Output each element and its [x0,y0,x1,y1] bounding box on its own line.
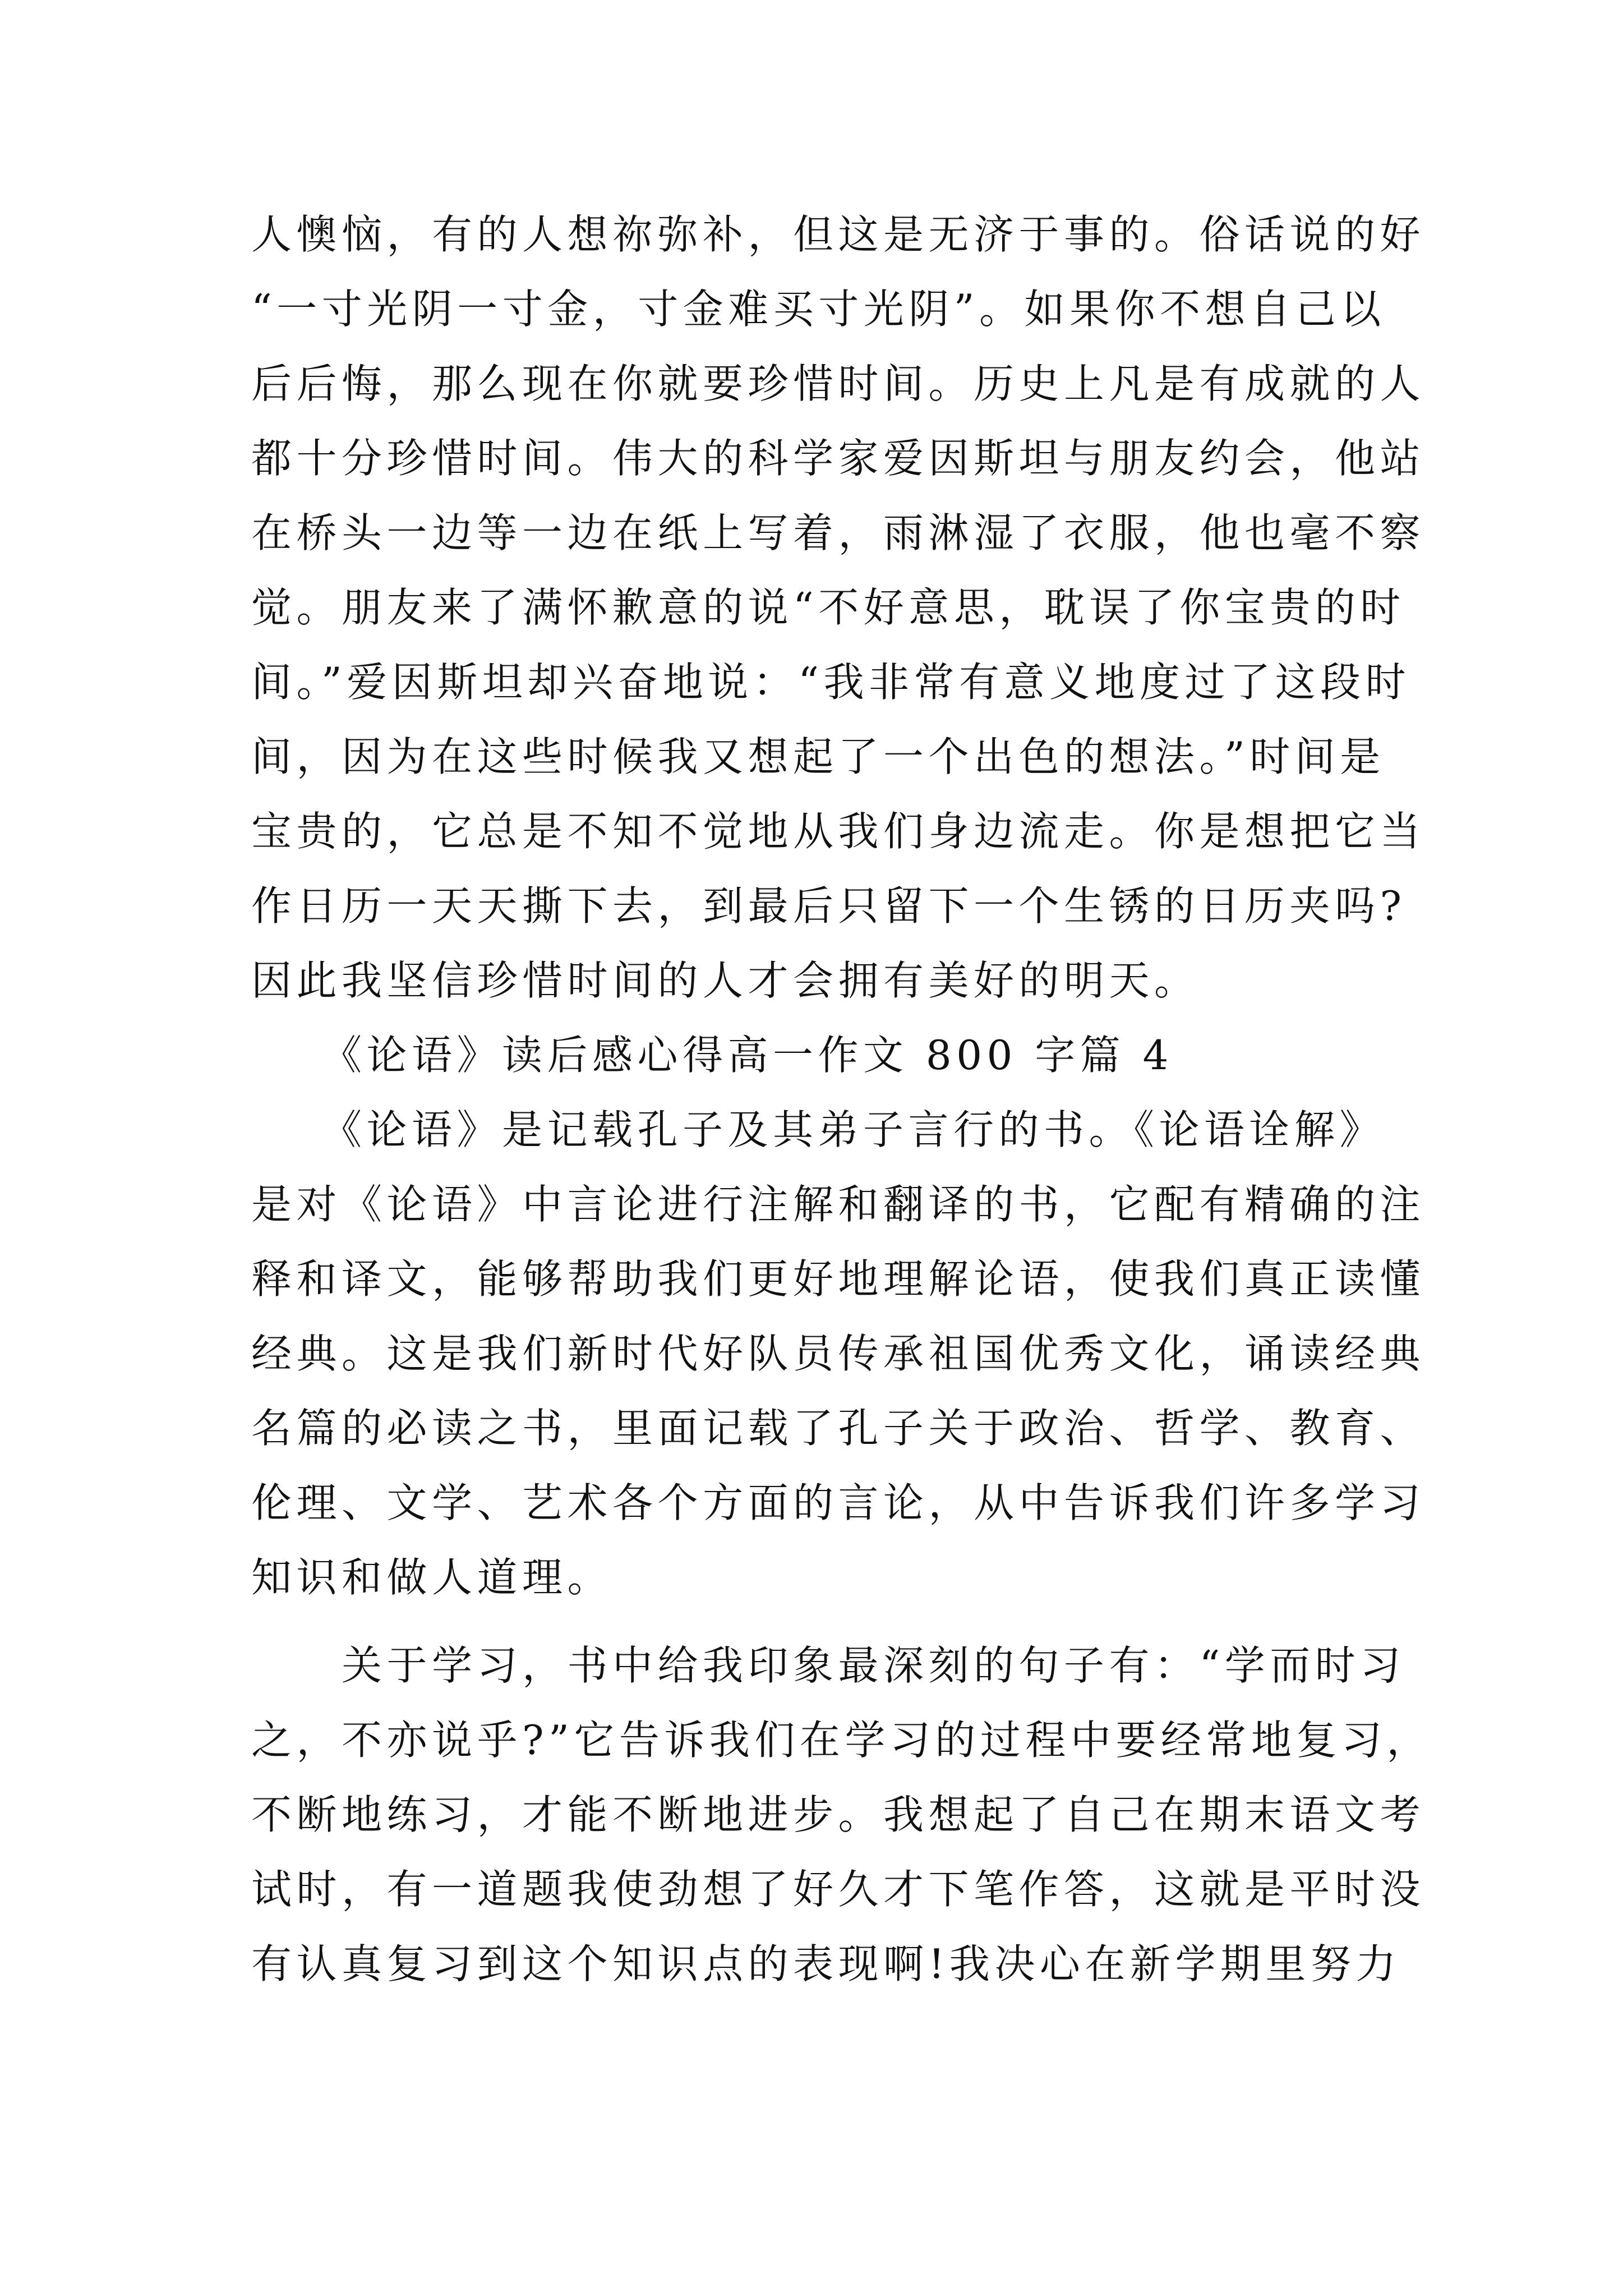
body-line: 释和译文，能够帮助我们更好地理解论语，使我们真正读懂 [251,1255,1426,1303]
body-line: 不断地练习，才能不断地进步。我想起了自己在期末语文考 [251,1791,1426,1838]
body-line: 伦理、文学、艺术各个方面的言论，从中告诉我们许多学习 [251,1479,1426,1526]
body-line: 作日历一天天撕下去，到最后只留下一个生锈的日历夹吗? [251,882,1407,930]
body-line: 有认真复习到这个知识点的表现啊!我决心在新学期里努力 [251,1940,1401,1987]
body-line: 在桥头一边等一边在纸上写着，雨淋湿了衣服，他也毫不察 [251,509,1426,556]
body-line: 间，因为在这些时候我又想起了一个出色的想法。”时间是 [251,733,1385,780]
body-line: 人懊恼，有的人想祢弥补，但这是无济于事的。俗话说的好 [251,211,1426,258]
section-heading: 《论语》读后感心得高一作文 800 字篇 4 [251,1032,1173,1079]
body-line: 经典。这是我们新时代好队员传承祖国优秀文化，诵读经典 [251,1330,1426,1377]
body-line: 试时，有一道题我使劲想了好久才下笔作答，这就是平时没 [251,1866,1426,1913]
body-line: 是对《论语》中言论进行注解和翻译的书，它配有精确的注 [251,1181,1426,1228]
body-line: 间。”爱因斯坦却兴奋地说：“我非常有意义地度过了这段时 [251,659,1411,706]
body-line: 觉。朋友来了满怀歉意的说“不好意思，耽误了你宝贵的时 [251,584,1405,631]
document-body [251,197,1432,2001]
body-line: 名篇的必读之书，里面记载了孔子关于政治、哲学、教育、 [251,1405,1426,1452]
paragraph-gap [251,1615,1384,1628]
body-line: 后后悔，那么现在你就要珍惜时间。历史上凡是有成就的人 [251,360,1426,407]
body-line: 关于学习，书中给我印象最深刻的句子有：“学而时习 [251,1642,1405,1689]
body-line: 知识和做人道理。 [251,1554,613,1601]
body-line: 因此我坚信珍惜时间的人才会拥有美好的明天。 [251,957,1200,1004]
body-line: 宝贵的，它总是不知不觉地从我们身边流走。你是想把它当 [251,808,1426,855]
body-line: 之，不亦说乎?”它告诉我们在学习的过程中要经常地复习， [251,1717,1432,1764]
body-line: 都十分珍惜时间。伟大的科学家爱因斯坦与朋友约会，他站 [251,435,1426,482]
body-line: 《论语》是记载孔子及其弟子言行的书。《论语诠解》 [251,1106,1385,1153]
body-line: “一寸光阴一寸金，寸金难买寸光阴”。如果你不想自己以 [251,286,1386,333]
